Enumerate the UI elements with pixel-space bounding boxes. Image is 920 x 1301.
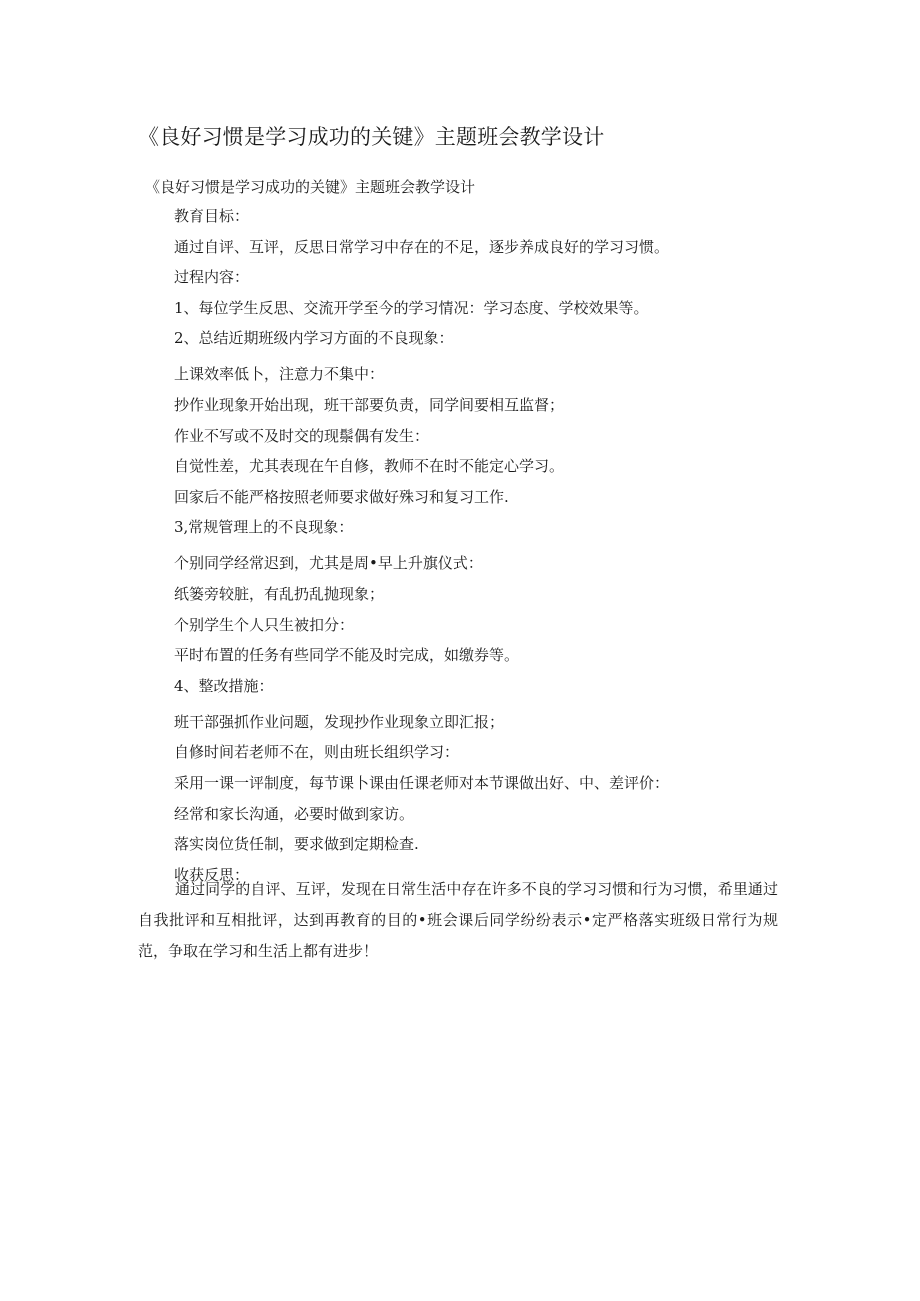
step-2: 2、总结近期班级内学习方面的不良现象： bbox=[174, 329, 454, 348]
list-item: 抄作业现象开始出现，班干部要负责，同学间要相互监督； bbox=[174, 395, 565, 414]
list-item: 个别同学经常迟到，尤其是周•早上升旗仪式： bbox=[174, 554, 483, 573]
step-1: 1、每位学生反思、交流开学至今的学习情况：学习态度、学校效果等。 bbox=[174, 298, 649, 317]
list-item: 纸篓旁较脏，有乱扔乱抛现象； bbox=[174, 584, 385, 603]
list-item: 自修时间若老师不在，则由班长组织学习： bbox=[174, 743, 460, 762]
list-item: 经常和家长沟通，必要时做到家访。 bbox=[174, 804, 415, 823]
list-item: 平时布置的任务有些同学不能及时完成，如缴券等。 bbox=[174, 646, 520, 665]
list-item: 落实岗位货任制，要求做到定期检查. bbox=[174, 835, 419, 854]
list-item: 采用一课一评制度，每节课卜课由任课老师对本节课做出好、中、差评价： bbox=[174, 773, 670, 792]
list-item: 自觉性差，尤其表现在午自修，教师不在时不能定心学习。 bbox=[174, 457, 565, 476]
body-lines bbox=[174, 205, 794, 894]
list-item: 作业不写或不及时交的现鬃偶有发生： bbox=[174, 426, 430, 445]
step-3: 3,常规管理上的不良现象： bbox=[174, 518, 354, 537]
document-subtitle: 《良好习惯是学习成功的关键》主题班会教学设计 bbox=[145, 178, 476, 196]
goal-heading: 教育目标： bbox=[174, 207, 250, 225]
page-title: 《良好习惯是学习成功的关键》主题班会教学设计 bbox=[138, 125, 605, 149]
list-item: 回家后不能严格按照老师要求做好殊习和复习工作. bbox=[174, 487, 509, 506]
list-item: 上课效率低卜，注意力不集中： bbox=[174, 365, 385, 384]
process-heading: 过程内容： bbox=[174, 268, 250, 287]
reflection-paragraph: 通过同学的自评、互评，发现在日常生活中存在许多不良的学习习惯和行为习惯，希里通过自我批评和互相批评，达到再教育的目的•班会课后同学纷纷表示•定严格落实班级日常行为规范，争取在学习和生活上都有进步！ bbox=[138, 880, 778, 960]
step-4: 4、整改措施： bbox=[174, 676, 274, 695]
list-item: 个别学生个人只生被扣分： bbox=[174, 615, 355, 634]
goal-text: 通过自评、互评，反思日常学习中存在的不足，逐步养成良好的学习习惯。 bbox=[174, 237, 670, 256]
reflection-heading: 收获反思： bbox=[174, 865, 250, 884]
list-item: 班干部强抓作业问题，发现抄作业现象立即汇报； bbox=[174, 712, 505, 731]
